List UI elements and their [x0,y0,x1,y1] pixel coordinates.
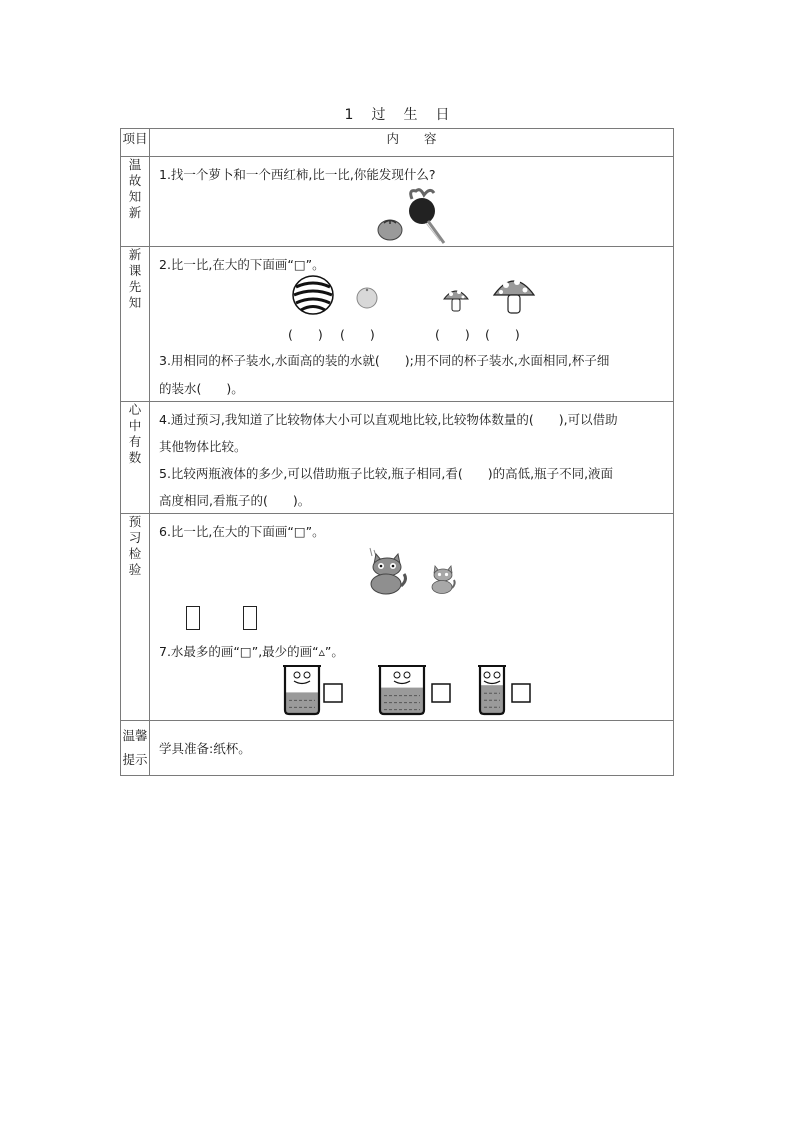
section-label-mind: 心中有数 [128,402,142,465]
section-mind [121,402,674,514]
section-label-new: 新课先知 [128,247,142,310]
tip-text: 学具准备:纸杯。 [150,721,674,776]
answer-box-beaker-3[interactable] [512,684,530,702]
page-title [0,104,794,124]
section-check [121,514,674,721]
small-cat-icon [430,564,456,594]
question-6: 6.比一比,在大的下面画“□”。 [159,524,325,539]
question-5-line-1: 5.比较两瓶液体的多少,可以借助瓶子比较,瓶子相同,看( )的高低,瓶子不同,液面 [159,466,614,481]
tip-label-line-2: 提示 [122,752,148,767]
question-7: 7.水最多的画“□”,最少的画“▵”。 [159,644,344,659]
orange-icon [356,287,378,309]
question-3-line-2: 的装水( )。 [159,381,244,396]
radish-icon [400,187,448,245]
answer-paren-2[interactable]: ( ) [340,327,375,342]
answer-paren-3[interactable]: ( ) [435,327,470,342]
question-2: 2.比一比,在大的下面画“□”。 [159,257,325,272]
header-content: 内 容 [150,129,674,157]
small-mushroom-icon [442,285,470,313]
title-char-2: 生 [403,107,418,123]
tip-label-line-1: 温馨 [122,728,148,743]
section-review [121,157,674,247]
question-1: 1.找一个萝卜和一个西红柿,比一比,你能发现什么? [159,167,436,182]
lesson-number: 1 [344,107,354,123]
beaker-1 [283,666,321,714]
answer-paren-4[interactable]: ( ) [485,327,520,342]
question-5-line-2: 高度相同,看瓶子的( )。 [159,493,311,508]
question-3-line-1: 3.用相同的杯子装水,水面高的装的水就( );用不同的杯子装水,水面相同,杯子细 [159,353,610,368]
big-cat-icon [368,550,408,594]
section-tip [121,721,674,776]
answer-box-beaker-1[interactable] [324,684,342,702]
answer-paren-1[interactable]: ( ) [288,327,323,342]
watermelon-icon [292,275,334,315]
answer-box-beaker-2[interactable] [432,684,450,702]
section-new [121,247,674,402]
worksheet-table [120,128,674,776]
section-label-review: 温故知新 [128,157,142,220]
title-char-3: 日 [435,107,450,123]
beaker-2 [378,666,426,714]
question-4-line-1: 4.通过预习,我知道了比较物体大小可以直观地比较,比较物体数量的( ),可以借助 [159,412,618,427]
question-4-line-2: 其他物体比较。 [159,439,247,454]
header-row [121,129,674,157]
answer-box-big-cat[interactable] [186,606,200,630]
section-label-check: 预习检验 [128,514,142,577]
header-item: 项目 [121,129,150,157]
big-mushroom-icon [492,273,536,315]
cups-figure [150,662,670,718]
title-char-1: 过 [371,107,386,123]
beaker-3 [478,666,506,714]
answer-box-small-cat[interactable] [243,606,257,630]
